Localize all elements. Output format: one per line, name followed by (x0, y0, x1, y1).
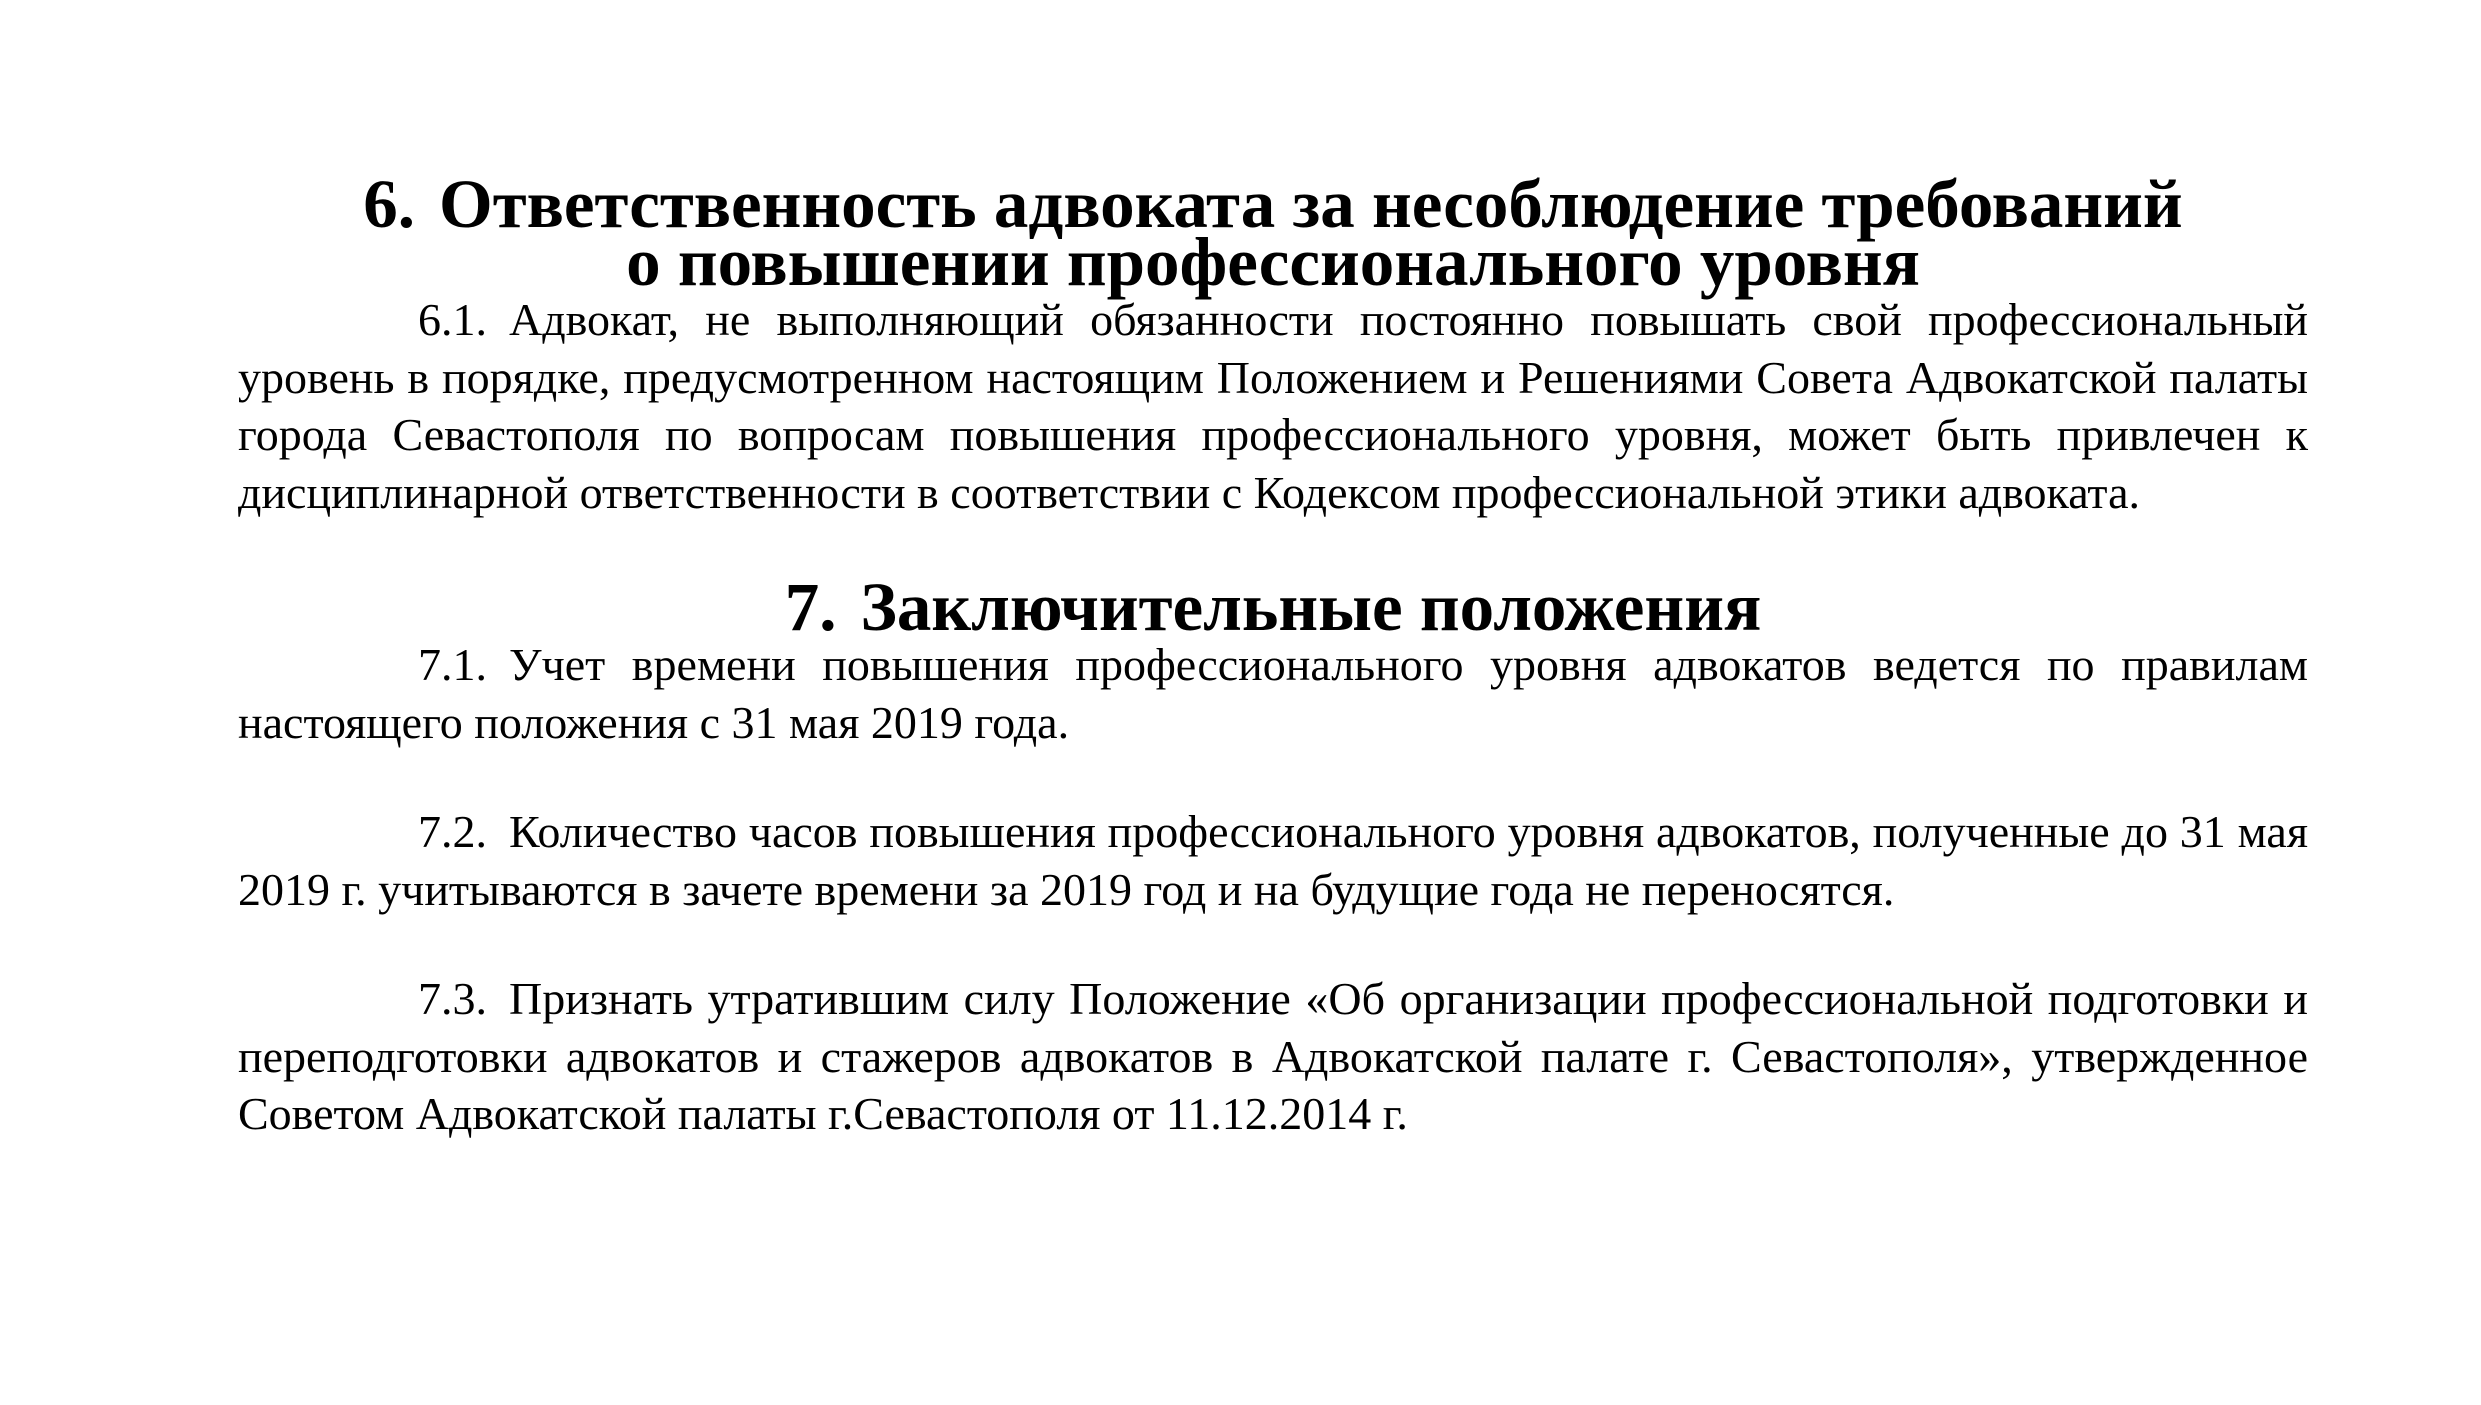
clause-7-3-text: Признать утратившим силу Положение «Об организации профессиональной подготовки и переподготовки адвокатов и стажеров адвокатов в Адвокатской палате г. Севастополя», утвержденное Советом Адвокатской палаты г.Севастополя от 11.12.2014 г. (238, 973, 2308, 1139)
clause-7-1-text: Учет времени повышения профессионального уровня адвокатов ведется по правилам настоящего положения с 31 мая 2019 года. (238, 639, 2308, 748)
clause-7-2-number: 7.2. (418, 806, 487, 857)
section-7-heading (238, 568, 2308, 645)
clause-6-1 (238, 291, 2308, 521)
clause-spacer (238, 918, 2308, 970)
clause-6-1-text: Адвокат, не выполняющий обязанности постоянно повышать свой профессиональный уровень в порядке, предусмотренном настоящим Положением и Решениями Совета Адвокатской палаты города Севастополя по вопросам повышения профессионального уровня, может быть привлечен к дисциплинарной ответственности в соответствии с Кодексом профессиональной этики адвоката. (238, 294, 2308, 518)
document-page (238, 166, 2308, 1143)
clause-6-1-number: 6.1. (418, 294, 487, 345)
section-6-heading (238, 166, 2308, 300)
section-6-number: 6. (363, 166, 416, 242)
clause-7-2-text: Количество часов повышения профессионального уровня адвокатов, полученные до 31 мая 2019 г. учитываются в зачете времени за 2019 год и на будущие года не переносятся. (238, 806, 2308, 915)
clause-7-3 (238, 970, 2308, 1143)
clause-7-3-number: 7.3. (418, 973, 487, 1024)
section-7-title: Заключительные положения (860, 568, 1762, 645)
clause-spacer (238, 751, 2308, 803)
clause-7-1-number: 7.1. (418, 639, 487, 690)
clause-7-1 (238, 636, 2308, 751)
section-6-title-line-1: Ответственность адвоката за несоблюдение требований (439, 166, 2183, 242)
section-7-number: 7. (784, 568, 837, 645)
section-6-title-line-2: о повышении профессионального уровня (626, 223, 1920, 300)
clause-7-2 (238, 803, 2308, 918)
